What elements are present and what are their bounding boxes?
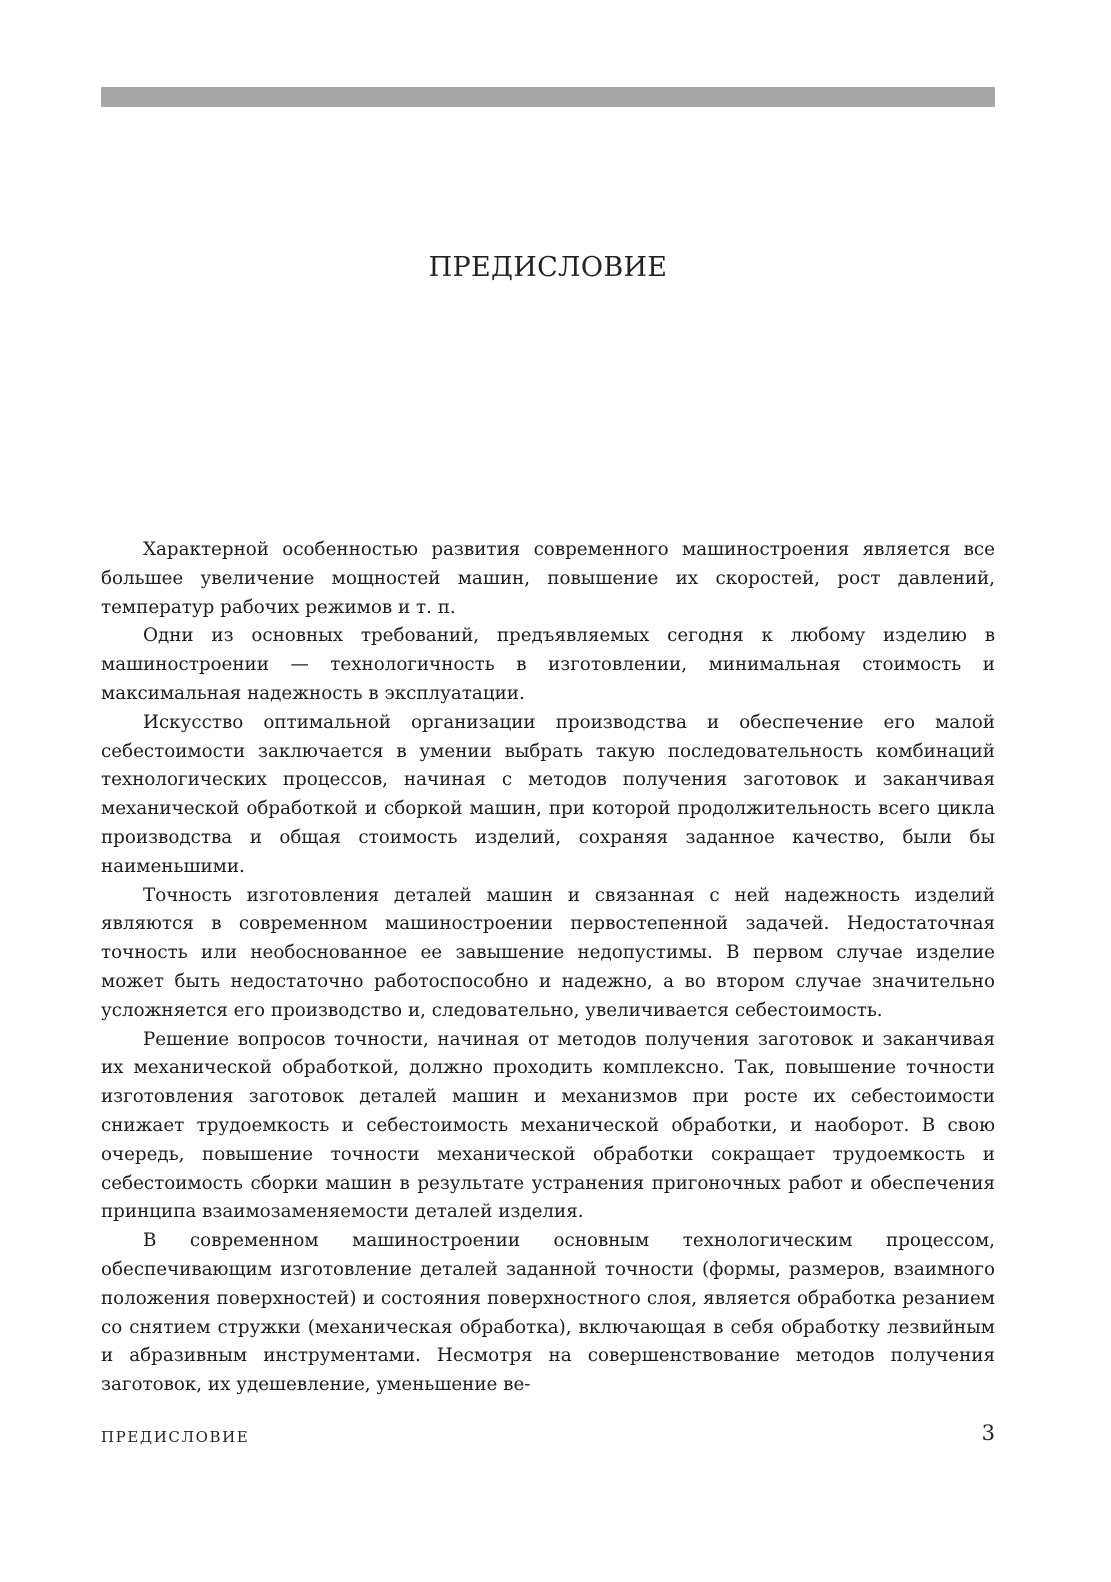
paragraph-1: Характерной особенностью развития современного машиностроения является все большее увеличение мощностей машин, повышение их скоростей, рост давлений, температур рабочих режимов и т. п.: [101, 539, 995, 618]
paragraph-6: В современном машиностроении основным технологическим процессом, обеспечивающим изготовление деталей заданной точности (формы, размеров, взаимного положения поверхностей) и состояния поверхностного слоя, является обработка резанием со снятием стружки (механическая обработка), включающая в себя обработку лезвийным и абразивным инструментами. Несмотря на совершенствование методов получения заготовок, их удешевление, уменьшение ве-: [101, 1230, 995, 1396]
paragraph-2: Одни из основных требований, предъявляемых сегодня к любому изделию в машиностроении — технологичность в изготовлении, минимальная стоимость и максимальная надежность в эксплуатации.: [101, 625, 995, 704]
paragraph-4: Точность изготовления деталей машин и связанная с ней надежность изделий являются в современном машиностроении первостепенной задачей. Недостаточная точность или необоснованное ее завышение недопустимы. В первом случае изделие может быть недостаточно работоспособно и надежно, а во втором случае значительно усложняется его производство и, следовательно, увеличивается себестоимость.: [101, 884, 995, 1021]
chapter-title: ПРЕДИСЛОВИЕ: [428, 252, 668, 283]
page-number: 3: [981, 1421, 995, 1445]
paragraph-5: Решение вопросов точности, начиная от методов получения заготовок и заканчивая их механической обработкой, должно проходить комплексно. Так, повышение точности изготовления заготовок деталей машин и механизмов при росте их себестоимости снижает трудоемкость и себестоимость механической обработки, и наоборот. В свою очередь, повышение точности механической обработки сокращает трудоемкость и себестоимость сборки машин в результате устранения пригоночных работ и обеспечения принципа взаимозаменяемости деталей изделия.: [101, 1028, 995, 1223]
paragraph-3: Искусство оптимальной организации производства и обеспечение его малой себестоимости заключается в умении выбрать такую последовательность комбинаций технологических процессов, начиная с методов получения заготовок и заканчивая механической обработкой и сборкой машин, при которой продолжительность всего цикла производства и общая стоимость изделий, сохраняя заданное качество, были бы наименьшими.: [101, 711, 995, 877]
header-bar: [101, 87, 995, 107]
body-text: [101, 536, 995, 1400]
footer-running-title: ПРЕДИСЛОВИЕ: [101, 1428, 250, 1446]
